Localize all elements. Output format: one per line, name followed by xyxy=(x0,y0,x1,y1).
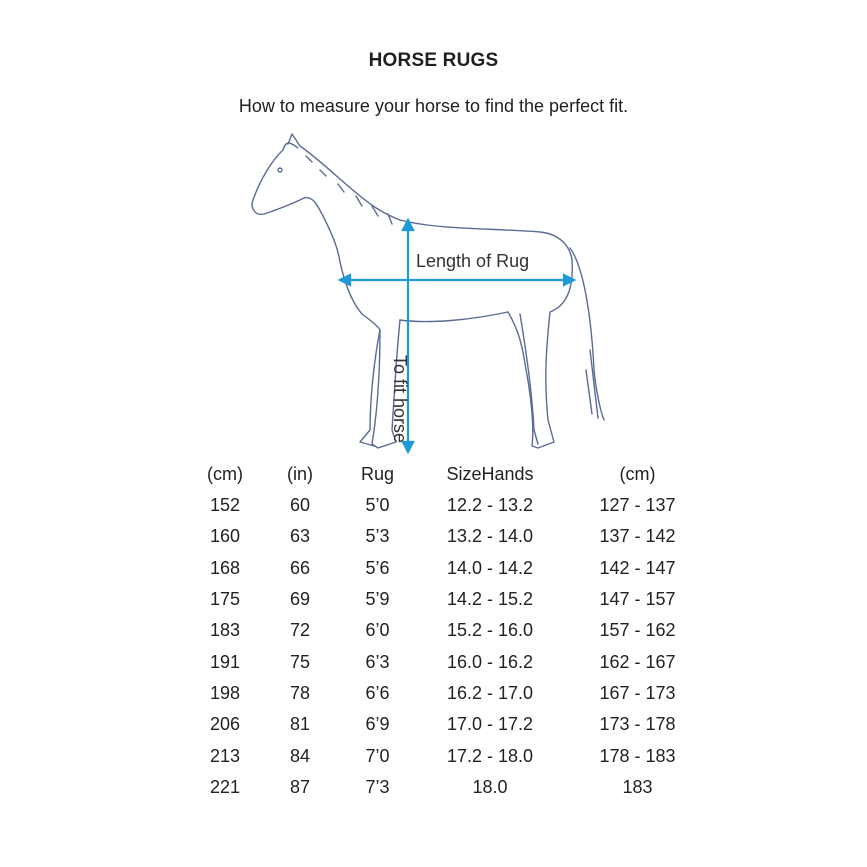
cell-hands: 12.2 - 13.2 xyxy=(446,495,534,516)
horse-eye xyxy=(278,168,282,172)
table-header-row xyxy=(190,458,710,490)
horse-head-outline xyxy=(252,143,340,262)
horse-mane xyxy=(300,146,400,224)
table-row xyxy=(190,646,710,677)
cell-hands: 16.0 - 16.2 xyxy=(446,651,534,672)
cell-hands: 14.0 - 14.2 xyxy=(446,557,534,578)
table-row xyxy=(190,678,710,709)
cell-hands: 17.0 - 17.2 xyxy=(446,714,534,735)
cell-in: 66 xyxy=(289,557,311,578)
cell-rug: 6’6 xyxy=(365,682,390,703)
cell-cm: 160 xyxy=(209,526,241,547)
cell-in: 63 xyxy=(289,526,311,547)
header-in: (in) xyxy=(287,463,313,484)
to-fit-horse-label: To fit horse xyxy=(390,355,410,444)
horse-tail xyxy=(570,248,604,420)
cell-cm: 183 xyxy=(209,620,241,641)
table-row xyxy=(190,709,710,740)
cell-cm: 221 xyxy=(209,776,241,797)
cell-hands: 13.2 - 14.0 xyxy=(446,526,534,547)
cell-height-cm: 173 - 178 xyxy=(599,714,676,735)
cell-height-cm: 162 - 167 xyxy=(599,651,676,672)
cell-hands: 16.2 - 17.0 xyxy=(446,682,534,703)
horse-front-leg-far xyxy=(360,330,380,446)
page-subtitle: How to measure your horse to find the perfect fit. xyxy=(238,96,629,116)
cell-rug: 5’0 xyxy=(365,495,390,516)
horse-outline-illustration xyxy=(220,130,640,460)
cell-hands: 15.2 - 16.0 xyxy=(446,620,534,641)
table-row xyxy=(190,615,710,646)
table-row xyxy=(190,521,710,552)
table-row xyxy=(190,772,710,803)
cell-in: 72 xyxy=(289,620,311,641)
page-title: HORSE RUGS xyxy=(368,50,499,71)
cell-rug: 5’3 xyxy=(365,526,390,547)
cell-height-cm: 157 - 162 xyxy=(599,620,676,641)
horse-hind-leg xyxy=(508,260,572,448)
cell-rug: 7’0 xyxy=(365,745,390,766)
cell-height-cm: 137 - 142 xyxy=(599,526,676,547)
cell-cm: 152 xyxy=(209,495,241,516)
cell-rug: 5’6 xyxy=(365,557,390,578)
cell-in: 87 xyxy=(289,776,311,797)
table-row xyxy=(190,740,710,771)
length-of-rug-label: Length of Rug xyxy=(416,251,530,271)
length-arrow-left xyxy=(340,275,350,285)
cell-cm: 168 xyxy=(209,557,241,578)
cell-in: 78 xyxy=(289,682,311,703)
cell-hands: 17.2 - 18.0 xyxy=(446,745,534,766)
cell-in: 81 xyxy=(289,714,311,735)
cell-height-cm: 127 - 137 xyxy=(599,495,676,516)
cell-in: 75 xyxy=(289,651,311,672)
cell-rug: 5’9 xyxy=(365,589,390,610)
horse-measurement-diagram xyxy=(220,130,640,460)
cell-cm: 206 xyxy=(209,714,241,735)
cell-rug: 6’3 xyxy=(365,651,390,672)
cell-cm: 175 xyxy=(209,589,241,610)
size-chart-table xyxy=(190,458,710,803)
cell-height-cm: 147 - 157 xyxy=(599,589,676,610)
table-row xyxy=(190,553,710,584)
cell-in: 60 xyxy=(289,495,311,516)
cell-cm: 191 xyxy=(209,651,241,672)
table-row xyxy=(190,584,710,615)
cell-height-cm: 183 xyxy=(622,776,653,797)
cell-rug: 6’9 xyxy=(365,714,390,735)
cell-rug: 6’0 xyxy=(365,620,390,641)
cell-hands: 18.0 xyxy=(472,776,508,797)
horse-belly xyxy=(400,312,508,322)
cell-height-cm: 167 - 173 xyxy=(599,682,676,703)
cell-hands: 14.2 - 15.2 xyxy=(446,589,534,610)
header-size-hands: SizeHands xyxy=(446,463,534,484)
cell-height-cm: 142 - 147 xyxy=(599,557,676,578)
cell-rug: 7’3 xyxy=(365,776,390,797)
header-cm: (cm) xyxy=(207,463,243,484)
cell-cm: 198 xyxy=(209,682,241,703)
horse-ear xyxy=(288,134,300,146)
table-row xyxy=(190,490,710,521)
header-rug: Rug xyxy=(360,463,395,484)
horse-hind-leg-far xyxy=(520,314,538,444)
cell-in: 84 xyxy=(289,745,311,766)
cell-cm: 213 xyxy=(209,745,241,766)
horse-chest xyxy=(340,262,380,330)
cell-in: 69 xyxy=(289,589,311,610)
header-height-cm: (cm) xyxy=(619,463,656,484)
cell-height-cm: 178 - 183 xyxy=(599,745,676,766)
